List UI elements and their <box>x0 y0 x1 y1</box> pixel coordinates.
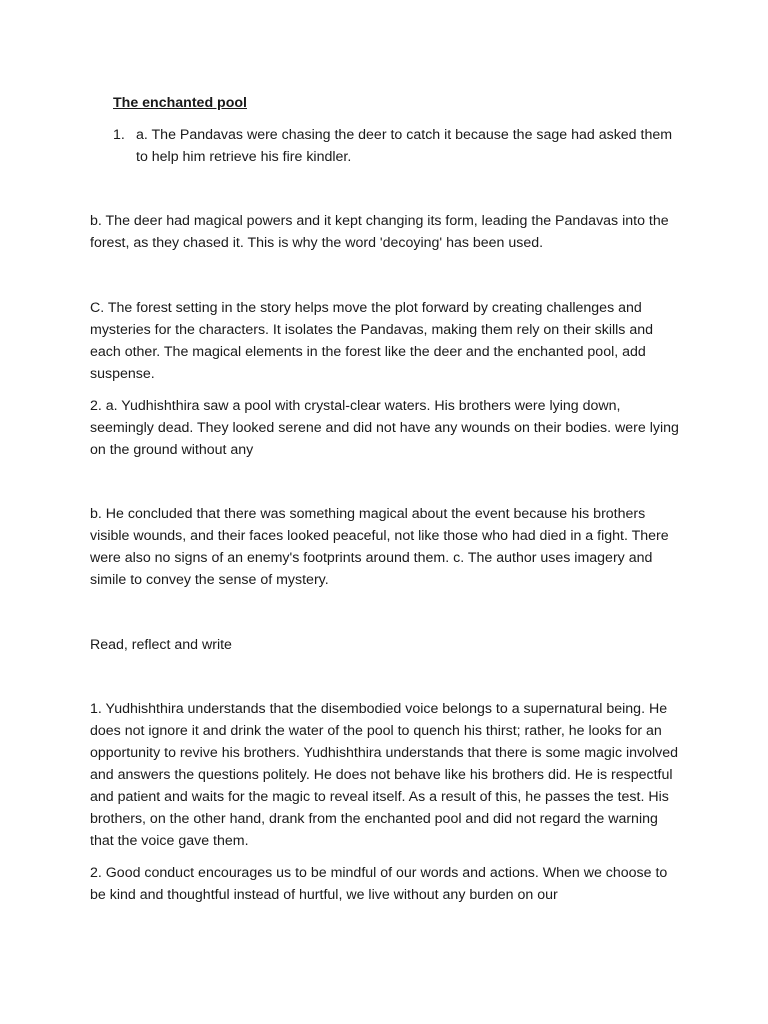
answer-1c: C. The forest setting in the story helps move the plot forward by creating challenges and mysteries for the characters. It isolates the Pandavas, making them rely on their skills and each other. The magical elements in the forest like the deer and the enchanted pool, add suspense. <box>90 300 654 382</box>
answer-1b: b. The deer had magical powers and it kept changing its form, leading the Pandavas into the forest, as they chased it. This is why the word 'decoying' has been used. <box>90 213 669 251</box>
section-heading: Read, reflect and write <box>90 637 232 653</box>
reflect-answer-1: 1. Yudhishthira understands that the disembodied voice belongs to a supernatural being. He does not ignore it and drink the water of the pool to quench his thirst; rather, he looks for an opportunity to revive his brothers. Yudhishthira understands that there is some magic involved and answers the questions politely. He does not behave like his brothers did. He is respectful and patient and waits for the magic to reveal itself. As a result of this, he passes the test. His brothers, on the other hand, drank from the enchanted pool and did not regard the warning that the voice gave them. <box>90 701 679 849</box>
document-title: The enchanted pool <box>113 95 247 111</box>
answer-2b: b. He concluded that there was something magical about the event because his brothers visible wounds, and their faces looked peaceful, not like those who had died in a fight. There were also no signs of an enemy's footprints around them. c. The author uses imagery and simile to convey the sense of mystery. <box>90 506 669 588</box>
answer-2a: 2. a. Yudhishthira saw a pool with crystal-clear waters. His brothers were lying down, seemingly dead. They looked serene and did not have any wounds on their bodies. were lying on the ground without any <box>90 398 679 458</box>
reflect-answer-2: 2. Good conduct encourages us to be mindful of our words and actions. When we choose to be kind and thoughtful instead of hurtful, we live without any burden on our <box>90 865 668 903</box>
list-number: 1. <box>113 127 125 143</box>
answer-1a-text: a. The Pandavas were chasing the deer to catch it because the sage had asked them to help him retrieve his fire kindler. <box>136 127 673 165</box>
